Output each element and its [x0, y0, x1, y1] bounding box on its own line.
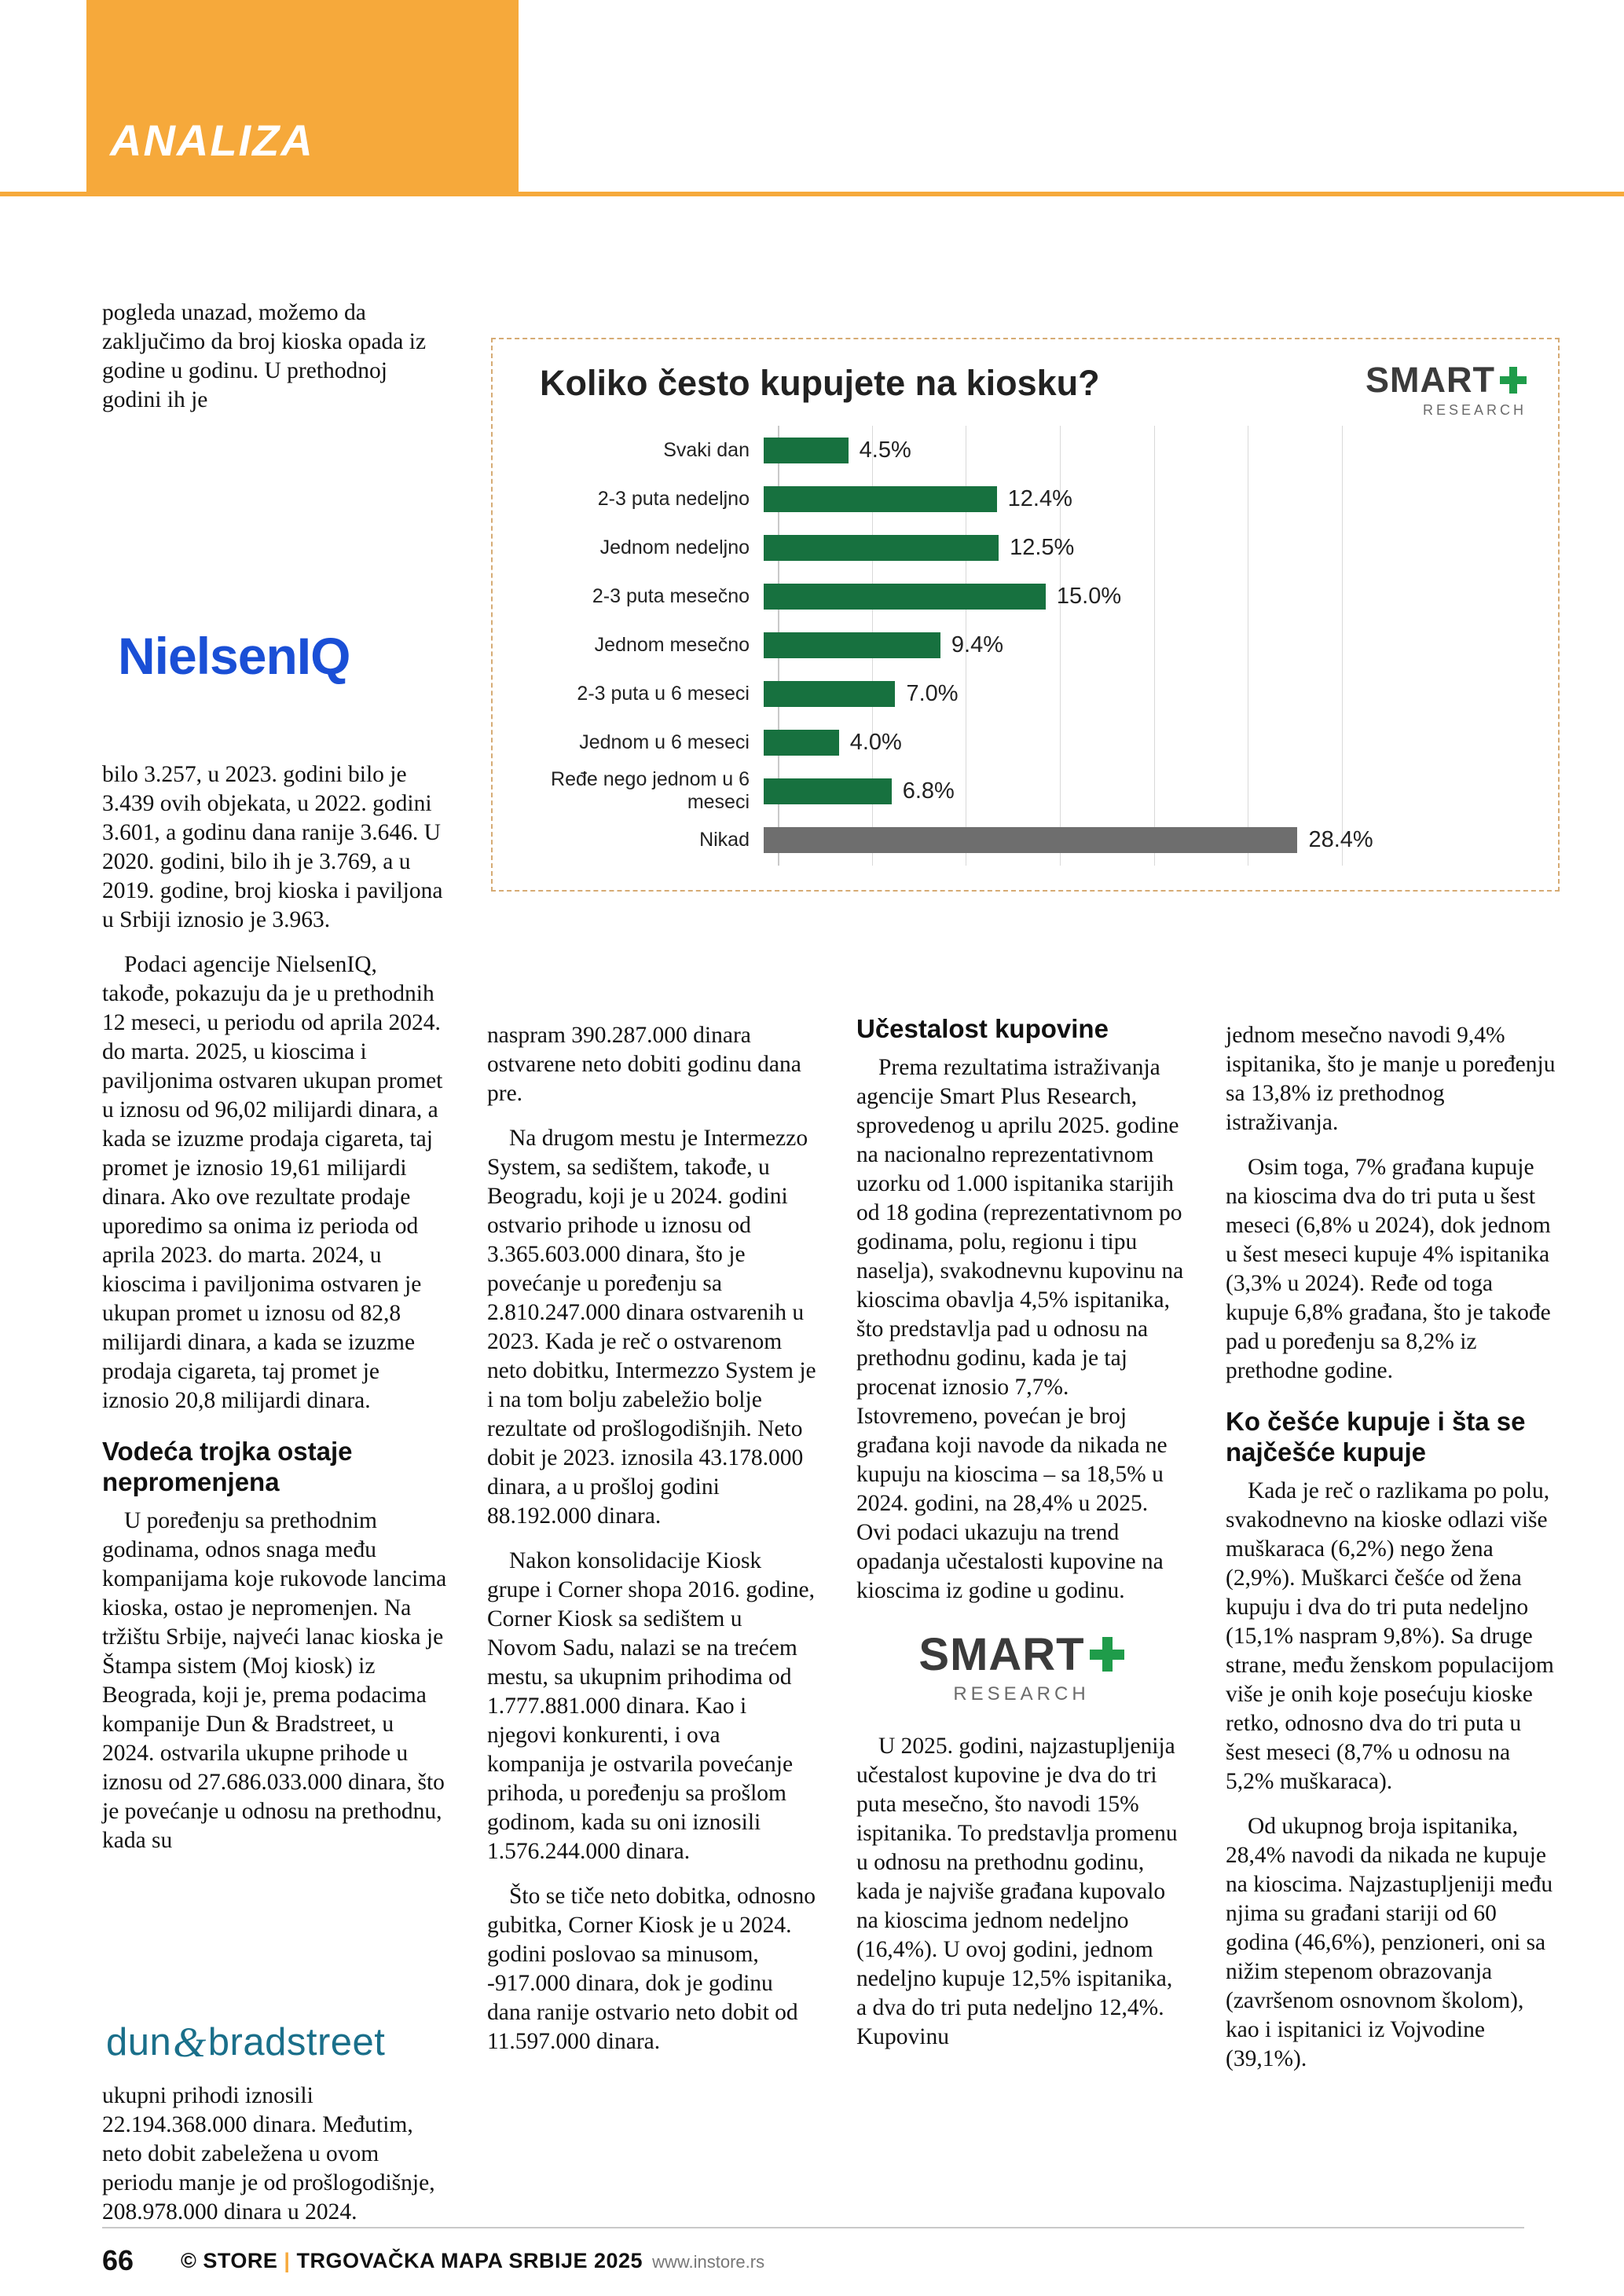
chart-bar	[764, 632, 940, 658]
paragraph: bilo 3.257, u 2023. godini bilo je 3.439 ovih objekata, u 2022. godini 3.601, a godinu dana ranije 3.646. U 2020. godini, bilo ih je 3.769, a u 2019. godine, broj kioska i paviljona u Srbiji iznosio je 3.963.	[102, 762, 443, 932]
chart-value-label: 12.4%	[1007, 485, 1072, 511]
nielseniq-logo: NielsenIQ	[118, 627, 350, 685]
chart-value-label: 15.0%	[1056, 583, 1122, 609]
chart-value-label: 12.5%	[1010, 534, 1075, 560]
paragraph: Na drugom mestu je Intermezzo System, sa sedištem, takođe, u Beogradu, koji je u 2024. godini ostvario prihode u iznosu od 3.365.603.000 dinara, što je povećanje u poređenju sa 2.810.247.000 dinara ostvarenih u 2023. Kada je reč o ostvarenom neto dobitku, Intermezzo System je i na tom bolju zabeležio bolje rezultate od prošlogodišnjih. Neto dobit je 2023. iznosila 43.178.000 dinara, a u prošloj godini 88.192.000 dinara.	[487, 1126, 816, 1529]
paragraph: Podaci agencije NielsenIQ, takođe, pokazuju da je u prethodnih 12 meseci, u periodu od aprila 2024. do marta. 2025, u kioscima i paviljonima ostvaren ukupan promet u iznosu od 96,02 milijardi dinara, a kada se izuzme prodaja cigareta, taj promet je iznosio 19,61 milijardi dinara. Ako ove rezultate prodaje uporedimo sa onima iz perioda od aprila 2023. do marta. 2024, u kioscima i paviljonima ostvaren je ukupan promet u iznosu od 82,8 milijardi dinara, a kada se izuzme prodaja cigareta, taj promet je iznosio 20,8 milijardi dinara.	[102, 952, 443, 1413]
paragraph: U 2025. godini, najzastupljenija učestalost kupovine je dva do tri puta mesečno, što navodi 15% ispitanika. To predstavlja promenu u odnosu na prethodnu godinu, kada je najviše građana kupovalo na kioscima jednom nedeljno (16,4%). U ovoj godini, jednom nedeljno kupuje 12,5% ispitanika, a dva do tri puta nedeljno 12,4%. Kupovinu	[856, 1734, 1178, 2049]
paragraph: pogleda unazad, možemo da zaključimo da broj kioska opada iz godine u godinu. U prethodnoj godini ih je	[102, 300, 427, 412]
banner-left-cut	[0, 0, 86, 196]
column-3	[856, 1013, 1186, 2052]
paragraph: Od ukupnog broja ispitanika, 28,4% navodi da nikada ne kupuje na kioscima. Najzastupljeniji među njima su građani stariji od 60 godina (46,6%), penzioneri, oni sa nižim stepenom obrazovanja (završenom osnovnom školom), kao i ispitanici iz Vojvodine (39,1%).	[1226, 1814, 1553, 2071]
page-title: ANALIZA	[110, 115, 314, 165]
smart-logo-word: SMART	[918, 1629, 1085, 1680]
chart-bar-row	[493, 669, 1561, 718]
page-footer	[0, 2227, 1624, 2296]
dnb-logo-left: dun	[106, 2021, 172, 2063]
chart-bar	[764, 584, 1046, 610]
chart-bar	[764, 438, 849, 463]
chart-plot-area	[493, 426, 1561, 866]
chart-bar-track	[764, 572, 1561, 621]
chart-category-label: Svaki dan	[663, 438, 750, 461]
footer-website[interactable]: www.instore.rs	[652, 2252, 765, 2272]
footer-separator: |	[284, 2249, 291, 2272]
chart-bar-track	[764, 669, 1561, 718]
paragraph: ukupni prihodi iznosili 22.194.368.000 dinara. Međutim, neto dobit zabeležena u ovom periodu manje je od prošlogodišnje, 208.978.000 dinara u 2024.	[102, 2083, 435, 2225]
plus-icon	[1500, 367, 1527, 394]
chart-bar-row	[493, 815, 1561, 864]
chart-title: Koliko često kupujete na kiosku?	[540, 363, 1100, 403]
paragraph: Kada je reč o razlikama po polu, svakodnevno na kioske odlazi više muškaraca (6,2%) nego žena (2,9%). Muškarci češće od žena kupuju i dva do tri puta nedeljno (15,1% naspram 9,8%). Sa druge strane, među ženskom populacijom više je onih koje posećuju kioske retko, odnosno dva do tri puta u šest meseci (8,7% u odnosu na 5,2% muškaraca).	[1226, 1478, 1554, 1794]
chart-bar-track	[764, 815, 1561, 864]
dun-bradstreet-logo	[106, 2011, 444, 2074]
paragraph: Osim toga, 7% građana kupuje na kioscima dva do tri puta u šest meseci (6,8% u 2024), dok jednom u šest meseci kupuje 4% ispitanika (3,3% u 2024). Ređe od toga kupuje 6,8% građana, što je takođe pad u poređenju sa 8,2% iz prethodne godine.	[1226, 1155, 1551, 1383]
chart-category-label: Jednom nedeljno	[599, 536, 750, 558]
footer-divider	[102, 2227, 1524, 2228]
chart-bar	[764, 778, 892, 804]
smart-logo-sub: RESEARCH	[953, 1683, 1090, 1705]
chart-bar	[764, 827, 1297, 853]
chart-bar-track	[764, 426, 1561, 474]
column-4	[1226, 1021, 1556, 2074]
chart-bar-row	[493, 426, 1561, 474]
smart-research-logo-inline	[856, 1629, 1186, 1708]
chart-value-label: 6.8%	[902, 778, 955, 804]
chart-bar-track	[764, 621, 1561, 669]
smart-research-logo	[1366, 360, 1527, 419]
chart-bar-row	[493, 621, 1561, 669]
paragraph: Što se tiče neto dobitka, odnosno gubitka, Corner Kiosk je u 2024. godini poslovao sa minusom, -917.000 dinara, dok je godinu dana ranije ostvario neto dobit od 11.597.000 dinara.	[487, 1884, 816, 2054]
paragraph: U poređenju sa prethodnim godinama, odnos snaga među kompanijama koje rukovode lancima kioska, ostao je nepromenjen. Na tržištu Srbije, najveći lanac kioska je Štampa sistem (Moj kiosk) iz Beograda, koji je, prema podacima kompanije Dun & Bradstreet, u 2024. ostvarila ukupne prihode u iznosu od 27.686.033.000 dinara, što je povećanje u odnosu na prethodnu, kada su	[102, 1508, 447, 1853]
chart-value-label: 28.4%	[1308, 826, 1373, 852]
chart-category-label: Jednom mesečno	[594, 633, 750, 656]
paragraph: naspram 390.287.000 dinara ostvarene neto dobiti godinu dana pre.	[487, 1023, 801, 1106]
chart-category-label: Nikad	[699, 828, 750, 851]
chart-bar	[764, 486, 997, 512]
chart-bar	[764, 730, 839, 756]
chart-value-label: 7.0%	[906, 680, 959, 706]
footer-brand	[181, 2249, 764, 2273]
smart-logo-sub: RESEARCH	[1422, 402, 1527, 418]
chart-category-label: 2-3 puta mesečno	[592, 584, 750, 607]
chart-bar	[764, 535, 999, 561]
chart-value-label: 4.5%	[859, 437, 911, 463]
chart-category-label: Jednom u 6 meseci	[579, 731, 750, 753]
column-2	[487, 1021, 817, 2056]
chart-value-label: 4.0%	[849, 729, 902, 755]
column-1-bottom	[102, 760, 448, 1855]
chart-category-label: 2-3 puta nedeljno	[597, 487, 750, 510]
chart-bar-track	[764, 767, 1561, 815]
section-heading-ko-cesce-kupuje: Ko češće kupuje i šta se najčešće kupuje	[1226, 1407, 1526, 1467]
chart-bar-track	[764, 523, 1561, 572]
paragraph: Prema rezultatima istraživanja agencije Smart Plus Research, sprovedenog u aprilu 2025. godine na nacionalno reprezentativnom uzorku od 1.000 ispitanika starijih od 18 godina (reprezentativnom po godinama, polu, regionu i tipu naselja), svakodnevnu kupovinu na kioscima obavlja 4,5% ispitanika, što predstavlja pad u odnosu na prethodnu godinu, kada je taj procenat iznosio 7,7%. Istovremeno, povećan je broj građana koji navode da nikada ne kupuju na kioscima – sa 18,5% u 2024. godini, na 28,4% u 2025. Ovi podaci ukazuju na trend opadanja učestalosti kupovine na kioscima iz godine u godinu.	[856, 1055, 1184, 1603]
column-1-tail	[102, 2082, 448, 2227]
chart-bar-row	[493, 572, 1561, 621]
chart-bar-row	[493, 523, 1561, 572]
banner-right-cut	[519, 0, 1624, 196]
chart-bar-row	[493, 718, 1561, 767]
footer-edition: TRGOVAČKA MAPA SRBIJE 2025	[296, 2249, 643, 2272]
chart-value-label: 9.4%	[951, 632, 1003, 657]
chart-bar-row	[493, 474, 1561, 523]
plus-icon	[1090, 1637, 1124, 1672]
chart-category-label: 2-3 puta u 6 meseci	[577, 682, 750, 705]
chart-panel	[491, 338, 1560, 892]
page-body	[0, 196, 1624, 2296]
section-heading-vodeca-trojka: Vodeća trojka ostaje nepromenjena	[102, 1437, 353, 1496]
dnb-logo-right: bradstreet	[207, 2021, 386, 2063]
dnb-logo-ampersand: &	[173, 2019, 207, 2066]
paragraph: Nakon konsolidacije Kiosk grupe i Corner shopa 2016. godine, Corner Kiosk sa sedištem u Novom Sadu, nalazi se na trećem mestu, sa ukupnim prihodima od 1.777.881.000 dinara. Kao i njegovi konkurenti, i ova kompanija je ostvarila povećanje prihoda, u poređenju sa prošlom godinom, kada su oni iznosili 1.576.244.000 dinara.	[487, 1548, 816, 1864]
chart-bar-track	[764, 474, 1561, 523]
chart-bar-track	[764, 718, 1561, 767]
chart-bar	[764, 681, 895, 707]
chart-bar-row	[493, 767, 1561, 815]
page-header-banner	[0, 0, 1624, 196]
chart-category-label: Ređe nego jednom u 6 meseci	[551, 768, 750, 813]
footer-brand-name: © STORE	[181, 2249, 278, 2272]
section-heading-ucestalost-kupovine: Učestalost kupovine	[856, 1014, 1109, 1043]
paragraph: jednom mesečno navodi 9,4% ispitanika, što je manje u poređenju sa 13,8% iz prethodnog istraživanja.	[1226, 1023, 1556, 1135]
page-number: 66	[102, 2244, 134, 2276]
smart-logo-word: SMART	[1366, 360, 1495, 400]
column-1-top	[102, 298, 448, 415]
